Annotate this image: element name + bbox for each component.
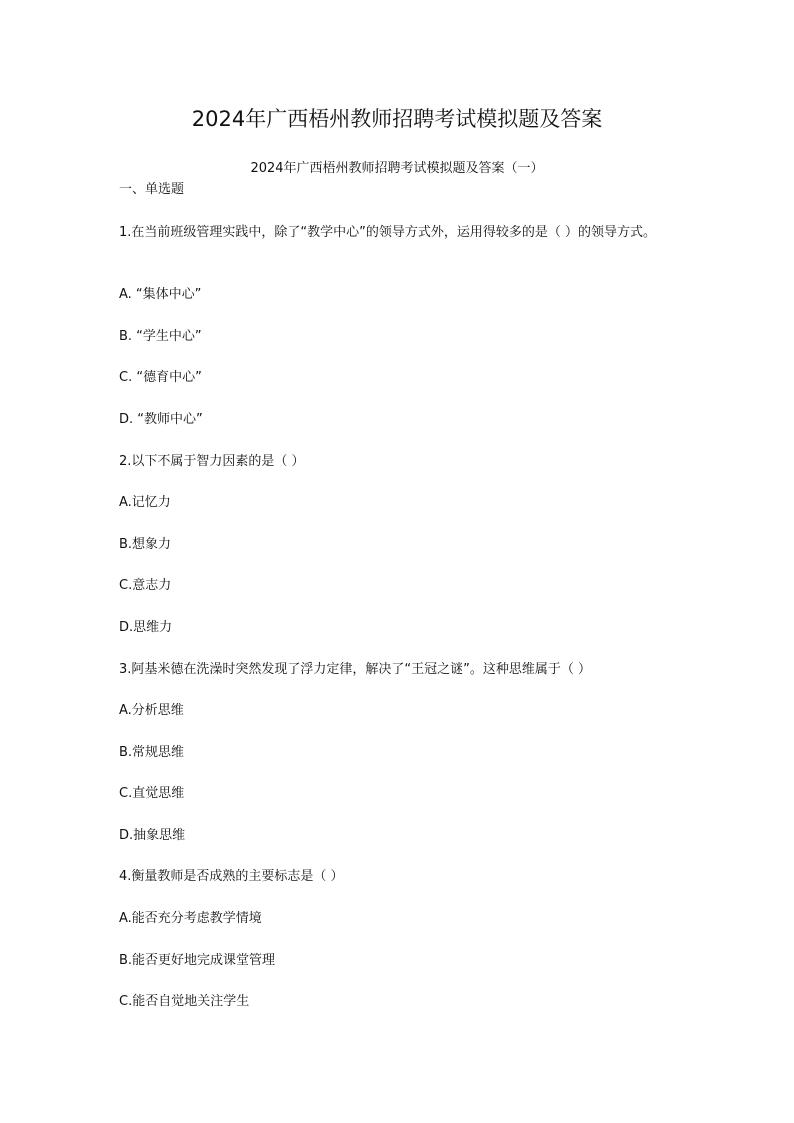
section-heading: 一、单选题: [119, 182, 185, 197]
question-1-option-b: B. “学生中心”: [119, 329, 202, 344]
question-3-option-a: A.分析思维: [119, 703, 184, 718]
question-2-option-d: D.思维力: [119, 620, 173, 635]
question-1-stem: 1.在当前班级管理实践中，除了“教学中心”的领导方式外，运用得较多的是（ ）的领导方式。: [119, 225, 657, 240]
question-1-option-c: C. “德育中心”: [119, 370, 202, 385]
question-3-option-c: C.直觉思维: [119, 786, 185, 801]
question-3-stem: 3.阿基米德在洗澡时突然发现了浮力定律，解决了“王冠之谜”。这种思维属于（ ）: [119, 662, 592, 677]
question-1-option-a: A. “集体中心”: [119, 287, 202, 302]
question-2-option-b: B.想象力: [119, 537, 172, 552]
question-3-option-b: B.常规思维: [119, 745, 185, 760]
question-4-option-b: B.能否更好地完成课堂管理: [119, 953, 276, 968]
document-title: 2024年广西梧州教师招聘考试模拟题及答案: [191, 107, 603, 131]
question-2-option-a: A.记忆力: [119, 495, 171, 510]
question-1-option-d: D. “教师中心”: [119, 412, 203, 427]
question-4-stem: 4.衡量教师是否成熟的主要标志是（ ）: [119, 869, 344, 884]
question-3-option-d: D.抽象思维: [119, 828, 186, 843]
question-4-option-a: A.能否充分考虑教学情境: [119, 911, 262, 926]
question-2-stem: 2.以下不属于智力因素的是（ ）: [119, 454, 305, 469]
document-subtitle: 2024年广西梧州教师招聘考试模拟题及答案（一）: [250, 161, 544, 176]
question-4-option-c: C.能否自觉地关注学生: [119, 994, 250, 1009]
question-2-option-c: C.意志力: [119, 578, 172, 593]
